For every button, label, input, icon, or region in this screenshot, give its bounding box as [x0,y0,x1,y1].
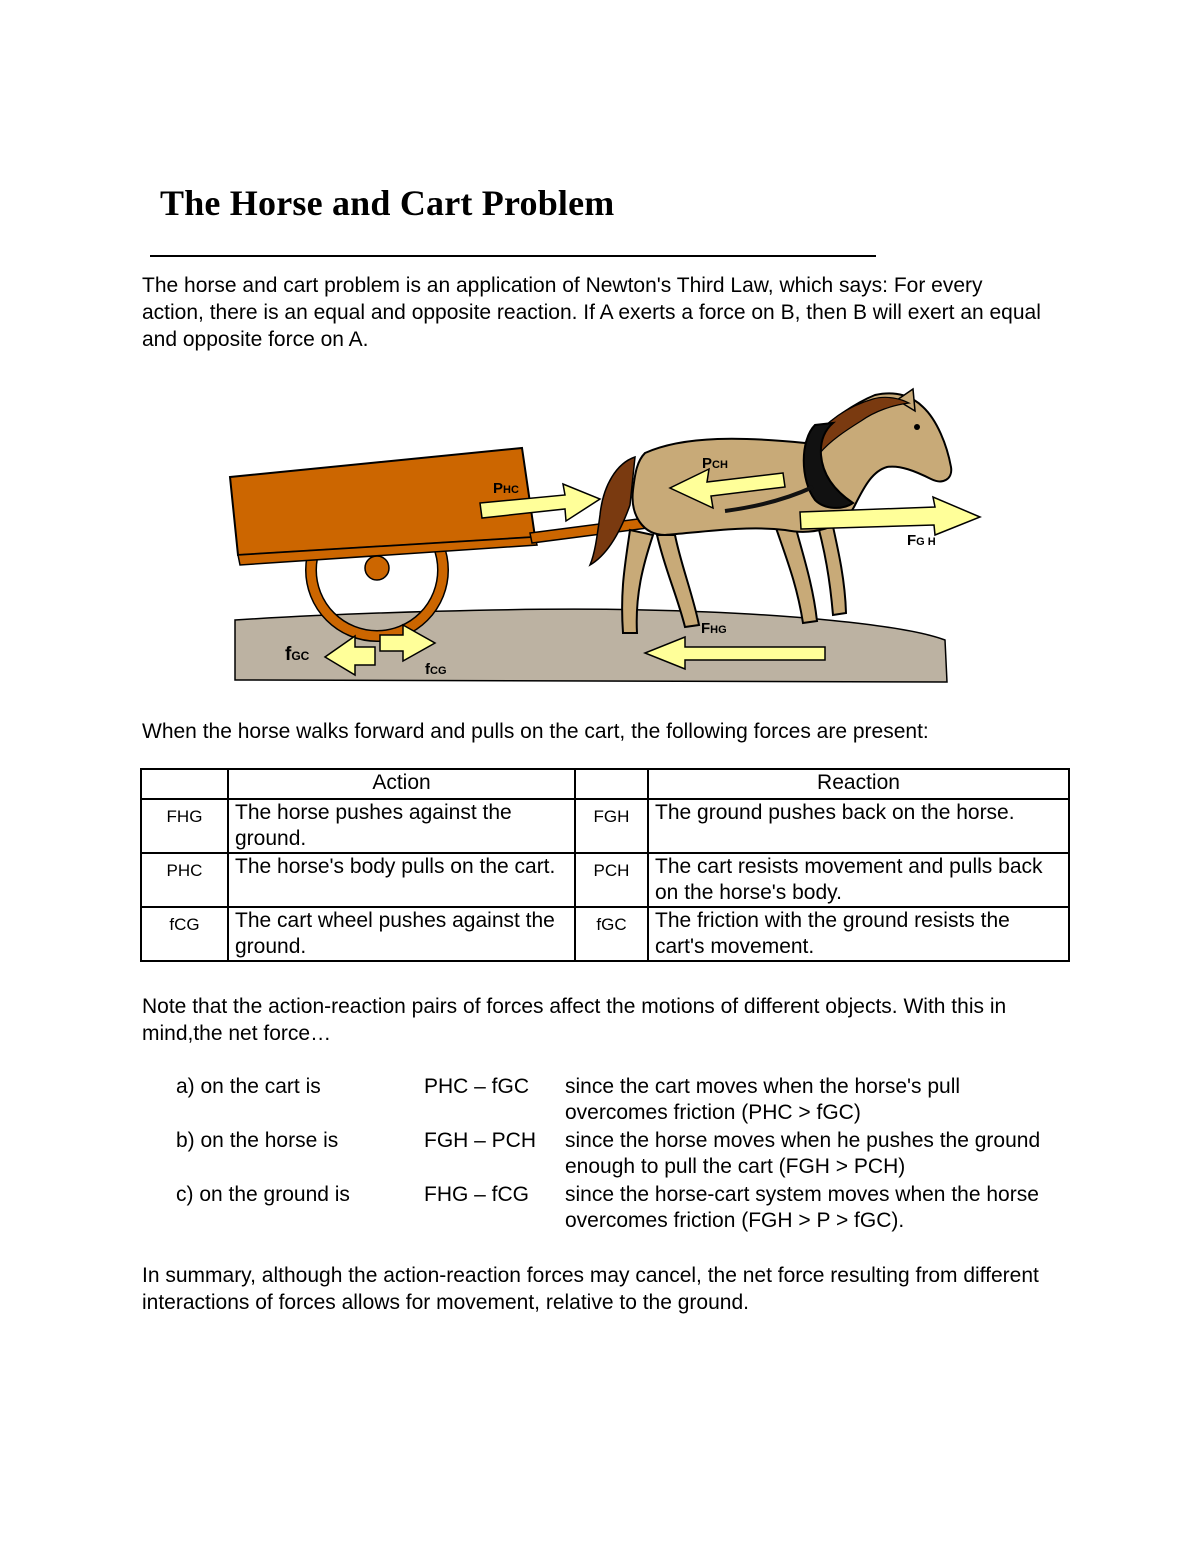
forces-table [140,768,1070,962]
table-row [141,799,1069,853]
summary-paragraph: In summary, although the action-reaction forces may cancel, the net force resulting from different interactions of forces allows for movement, relative to the ground. [142,1264,1039,1314]
reaction-description: The ground pushes back on the horse. [648,799,1069,853]
table-header-row [141,769,1069,799]
action-symbol: PHC [141,853,228,907]
net-force-expression: FHG – fCG [424,1183,530,1206]
reaction-description: The cart resists movement and pulls back on the horse's body. [648,853,1069,907]
title-underline [150,255,876,257]
table-row [141,853,1069,907]
table-header-blank [575,769,648,799]
net-force-label: b) on the horse is [176,1129,339,1152]
fcg-label: fCG [425,661,447,678]
table-header-blank [141,769,228,799]
net-force-expression: FGH – PCH [424,1129,537,1152]
fgc-label: fGC [285,644,310,665]
action-symbol: FHG [141,799,228,853]
horse-cart-diagram [225,385,985,690]
page-title: The Horse and Cart Problem [160,183,615,223]
action-symbol: fCG [141,907,228,961]
forces-intro-paragraph: When the horse walks forward and pulls on the cart, the following forces are present: [142,720,929,743]
reaction-symbol: FGH [575,799,648,853]
fgh-label: FG H [907,532,936,549]
table-header-reaction: Reaction [648,769,1069,799]
table-header-action: Action [228,769,575,799]
net-force-expression: PHC – fGC [424,1075,530,1098]
net-force-label: a) on the cart is [176,1075,321,1098]
horse-eye [914,424,920,430]
pch-label: PCH [702,455,728,472]
phc-label: PHC [493,480,519,497]
reaction-description: The friction with the ground resists the cart's movement. [648,907,1069,961]
net-force-explanation: since the horse moves when he pushes the ground enough to pull the cart (FGH > PCH) [565,1129,1041,1178]
note-paragraph: Note that the action-reaction pairs of forces affect the motions of different objects. With this in mind,the net force… [142,995,1007,1045]
net-force-label: c) on the ground is [176,1183,350,1206]
table-row [141,907,1069,961]
net-force-explanation: since the cart moves when the horse's pull overcomes friction (PHC > fGC) [565,1075,961,1124]
fhg-label: FHG [701,620,727,637]
action-description: The horse pushes against the ground. [228,799,575,853]
intro-paragraph: The horse and cart problem is an application of Newton's Third Law, which says: For every action, there is an equal and opposite reaction. If A exerts a force on B, then B will exert an equal and opposite force on A. [142,274,1041,351]
action-description: The cart wheel pushes against the ground. [228,907,575,961]
net-force-explanation: since the horse-cart system moves when the horse overcomes friction (FGH > P > fGC). [565,1183,1039,1232]
reaction-symbol: fGC [575,907,648,961]
action-description: The horse's body pulls on the cart. [228,853,575,907]
reaction-symbol: PCH [575,853,648,907]
